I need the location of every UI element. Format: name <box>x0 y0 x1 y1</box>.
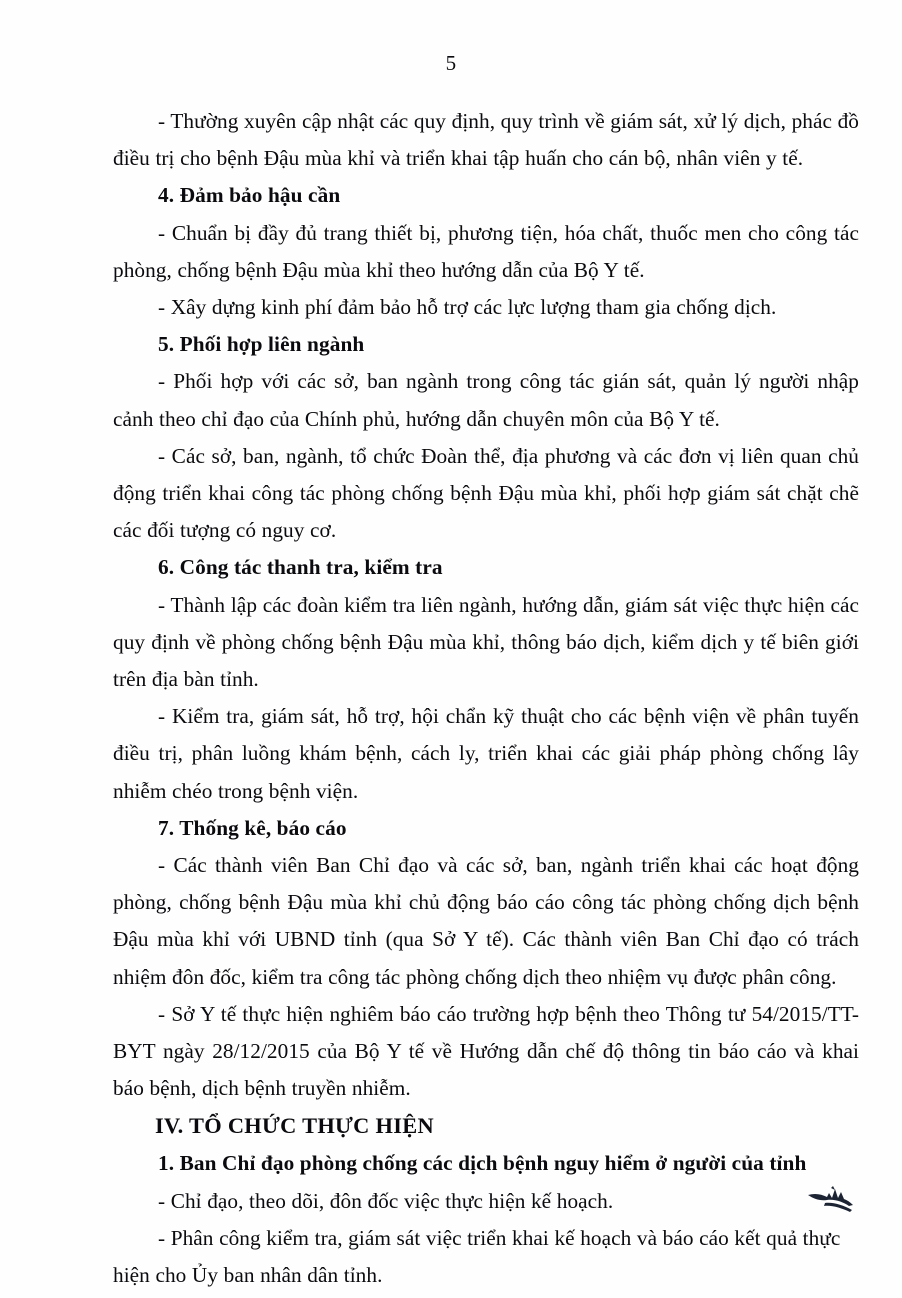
para-cac-so-ban-nganh: - Các sở, ban, ngành, tổ chức Đoàn thể, địa phương và các đơn vị liên quan chủ động triển khai công tác phòng chống bệnh Đậu mùa khỉ, phối hợp giám sát chặt chẽ các đối tượng có nguy cơ. <box>113 443 859 543</box>
para-so-y-te-thuc-hien-nghiem: - Sở Y tế thực hiện nghiêm báo cáo trường hợp bệnh theo Thông tư 54/2015/TT- BYT ngày 28/12/2015 của Bộ Y tế về Hướng dẫn chế độ thông tin báo cáo và khai báo bệnh, dịch bệnh truyền nhiễm. <box>113 1001 859 1101</box>
heading-4-dam-bao-hau-can: 4. Đảm bảo hậu cần <box>158 183 341 208</box>
para-thanh-lap-cac-doan-kiem-tra: - Thành lập các đoàn kiểm tra liên ngành, hướng dẫn, giám sát việc thực hiện các quy định về phòng chống bệnh Đậu mùa khỉ, thông báo dịch, kiểm dịch y tế biên giới trên địa bàn tỉnh. <box>113 592 859 692</box>
para-phoi-hop-voi-cac-so: - Phối hợp với các sở, ban ngành trong công tác gián sát, quản lý người nhập cảnh theo chỉ đạo của Chính phủ, hướng dẫn chuyên môn của Bộ Y tế. <box>113 369 859 431</box>
para-thuong-xuyen-cap-nhat: - Thường xuyên cập nhật các quy định, quy trình về giám sát, xử lý dịch, phác đồ điều trị cho bệnh Đậu mùa khỉ và triển khai tập huấn cho cán bộ, nhân viên y tế. <box>113 109 859 171</box>
para-chuan-bi-day-du: - Chuẩn bị đầy đủ trang thiết bị, phương tiện, hóa chất, thuốc men cho công tác phòng, chống bệnh Đậu mùa khỉ theo hướng dẫn của Bộ Y tế. <box>113 220 859 282</box>
para-phan-cong-kiem-tra: - Phân công kiểm tra, giám sát việc triển khai kế hoạch và báo cáo kết quả thực hiện cho Ủy ban nhân dân tỉnh. <box>113 1225 841 1288</box>
para-kiem-tra-giam-sat-ho-tro: - Kiểm tra, giám sát, hỗ trợ, hội chẩn kỹ thuật cho các bệnh viện về phân tuyến điều trị, phân luồng khám bệnh, cách ly, triển khai các giải pháp phòng chống lây nhiễm chéo trong bệnh viện. <box>113 704 859 803</box>
handwritten-ink-mark <box>805 1183 861 1215</box>
para-cac-thanh-vien-ban-chi-dao: - Các thành viên Ban Chỉ đạo và các sở, ban, ngành triển khai các hoạt động phòng, chống bệnh Đậu mùa khỉ chủ động báo cáo công tác phòng chống dịch bệnh Đậu mùa khỉ với UBND tỉnh (qua Sở Y tế). Các thành viên Ban Chỉ đạo có trách nhiệm đôn đốc, kiểm tra công tác phòng chống dịch theo nhiệm vụ được phân công. <box>113 853 859 989</box>
heading-5-phoi-hop-lien-nganh: 5. Phối hợp liên ngành <box>158 332 365 357</box>
document-body <box>113 103 859 1294</box>
para-chi-dao-theo-doi: - Chỉ đạo, theo dõi, đôn đốc việc thực hiện kế hoạch. <box>158 1188 614 1213</box>
heading-6-cong-tac-thanh-tra-kiem-tra: 6. Công tác thanh tra, kiểm tra <box>158 555 443 580</box>
heading-7-thong-ke-bao-cao: 7. Thống kê, báo cáo <box>158 815 347 840</box>
page-number: 5 <box>445 51 457 75</box>
para-xay-dung-kinh-phi: - Xây dựng kinh phí đảm bảo hỗ trợ các lực lượng tham gia chống dịch. <box>158 295 777 320</box>
heading-1-ban-chi-dao-phong-chong: 1. Ban Chỉ đạo phòng chống các dịch bệnh nguy hiểm ở người của tỉnh <box>158 1151 807 1176</box>
heading-iv-to-chuc-thuc-hien: IV. TỔ CHỨC THỰC HIỆN <box>155 1113 434 1139</box>
